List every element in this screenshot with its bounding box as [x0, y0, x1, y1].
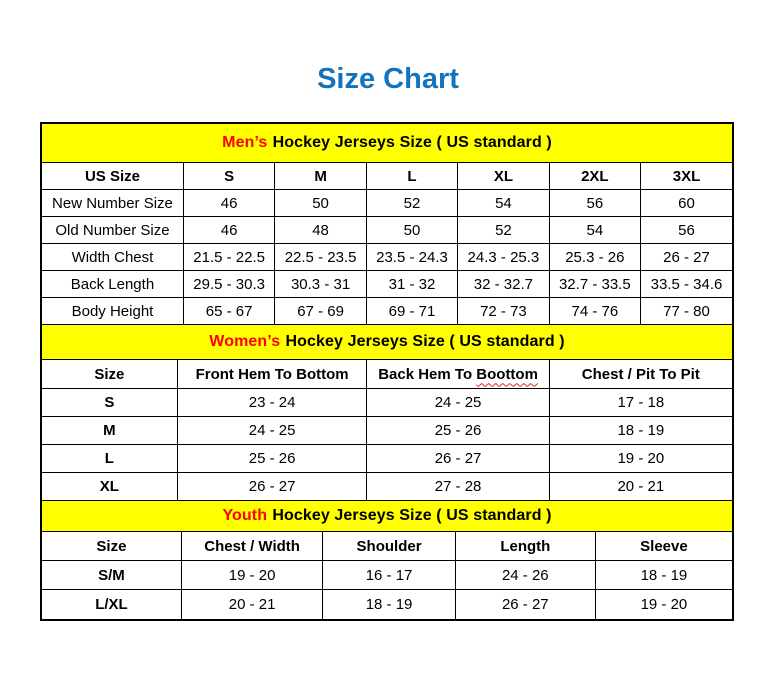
size-chart-table: [40, 122, 734, 621]
size-value: 17 - 18: [549, 388, 732, 416]
size-value: 22.5 - 23.5: [275, 244, 366, 271]
youth-heading-highlight: Youth: [222, 506, 268, 524]
table-row: [42, 416, 732, 444]
mens-heading-text: Hockey Jerseys Size ( US standard ): [272, 133, 552, 151]
size-value: 32 - 32.7: [458, 271, 549, 298]
table-row: [42, 444, 732, 472]
row-label: L/XL: [42, 590, 181, 619]
size-value: 25.3 - 26: [549, 244, 640, 271]
size-value: 23 - 24: [177, 388, 367, 416]
size-value: 19 - 20: [181, 561, 322, 590]
column-header: Length: [455, 532, 595, 561]
table-row: [42, 190, 732, 217]
size-value: 54: [458, 190, 549, 217]
size-value: 20 - 21: [549, 472, 732, 500]
size-value: 72 - 73: [458, 298, 549, 325]
page-title: Size Chart: [317, 63, 459, 95]
size-value: 19 - 20: [549, 444, 732, 472]
section-womens: [42, 325, 732, 501]
row-label: L: [42, 444, 177, 472]
row-label: S/M: [42, 561, 181, 590]
misspelled-word: Boottom: [476, 365, 538, 383]
row-label: XL: [42, 472, 177, 500]
column-header-row: [42, 163, 732, 190]
size-value: 26 - 27: [367, 444, 549, 472]
row-label: Back Length: [42, 271, 183, 298]
size-value: 26 - 27: [455, 590, 595, 619]
column-header: M: [275, 163, 366, 190]
column-header: L: [366, 163, 457, 190]
column-header: S: [183, 163, 274, 190]
size-value: 27 - 28: [367, 472, 549, 500]
row-label: Old Number Size: [42, 217, 183, 244]
size-value: 18 - 19: [323, 590, 455, 619]
table-row: [42, 590, 732, 619]
table-row: [42, 561, 732, 590]
table-row: [42, 298, 732, 325]
size-value: 33.5 - 34.6: [641, 271, 732, 298]
size-value: 67 - 69: [275, 298, 366, 325]
size-value: 50: [366, 217, 457, 244]
mens-section-header: [42, 124, 732, 163]
size-value: 20 - 21: [181, 590, 322, 619]
womens-size-table: [42, 360, 732, 501]
size-value: 50: [275, 190, 366, 217]
table-row: [42, 472, 732, 500]
size-value: 25 - 26: [367, 416, 549, 444]
youth-size-table: [42, 532, 732, 619]
size-value: 21.5 - 22.5: [183, 244, 274, 271]
column-header: Shoulder: [323, 532, 455, 561]
size-value: 24 - 25: [367, 388, 549, 416]
mens-heading-highlight: Men’s: [222, 133, 268, 151]
column-header: 3XL: [641, 163, 732, 190]
column-header: Size: [42, 360, 177, 388]
row-label: S: [42, 388, 177, 416]
size-value: 16 - 17: [323, 561, 455, 590]
size-value: 31 - 32: [366, 271, 457, 298]
womens-heading-text: Hockey Jerseys Size ( US standard ): [285, 333, 565, 351]
size-value: 29.5 - 30.3: [183, 271, 274, 298]
size-value: 60: [641, 190, 732, 217]
table-row: [42, 217, 732, 244]
size-value: 74 - 76: [549, 298, 640, 325]
column-header: Chest / Width: [181, 532, 322, 561]
size-value: 24 - 25: [177, 416, 367, 444]
section-mens: [42, 124, 732, 326]
size-value: 24 - 26: [455, 561, 595, 590]
size-value: 25 - 26: [177, 444, 367, 472]
column-header: Front Hem To Bottom: [177, 360, 367, 388]
row-label: New Number Size: [42, 190, 183, 217]
size-value: 26 - 27: [177, 472, 367, 500]
column-header: 2XL: [549, 163, 640, 190]
column-header: US Size: [42, 163, 183, 190]
column-header: Chest / Pit To Pit: [549, 360, 732, 388]
size-value: 54: [549, 217, 640, 244]
size-value: 18 - 19: [595, 561, 732, 590]
womens-heading-highlight: Women’s: [209, 333, 281, 351]
column-header-row: [42, 532, 732, 561]
size-value: 52: [366, 190, 457, 217]
size-value: 23.5 - 24.3: [366, 244, 457, 271]
size-value: 69 - 71: [366, 298, 457, 325]
size-value: 19 - 20: [595, 590, 732, 619]
row-label: Body Height: [42, 298, 183, 325]
table-row: [42, 388, 732, 416]
size-value: 26 - 27: [641, 244, 732, 271]
size-value: 30.3 - 31: [275, 271, 366, 298]
section-youth: [42, 501, 732, 619]
table-row: [42, 271, 732, 298]
womens-section-header: [42, 325, 732, 360]
size-value: 46: [183, 217, 274, 244]
column-header-row: [42, 360, 732, 388]
column-header: Back Hem To Boottom: [367, 360, 549, 388]
size-value: 46: [183, 190, 274, 217]
size-value: 48: [275, 217, 366, 244]
size-value: 32.7 - 33.5: [549, 271, 640, 298]
size-value: 56: [549, 190, 640, 217]
row-label: Width Chest: [42, 244, 183, 271]
column-header: XL: [458, 163, 549, 190]
column-header: Sleeve: [595, 532, 732, 561]
mens-size-table: [42, 163, 732, 326]
youth-heading-text: Hockey Jerseys Size ( US standard ): [272, 506, 552, 524]
size-value: 18 - 19: [549, 416, 732, 444]
column-header: Size: [42, 532, 181, 561]
size-value: 56: [641, 217, 732, 244]
size-value: 52: [458, 217, 549, 244]
youth-section-header: [42, 501, 732, 532]
size-value: 24.3 - 25.3: [458, 244, 549, 271]
size-value: 77 - 80: [641, 298, 732, 325]
table-row: [42, 244, 732, 271]
size-value: 65 - 67: [183, 298, 274, 325]
row-label: M: [42, 416, 177, 444]
